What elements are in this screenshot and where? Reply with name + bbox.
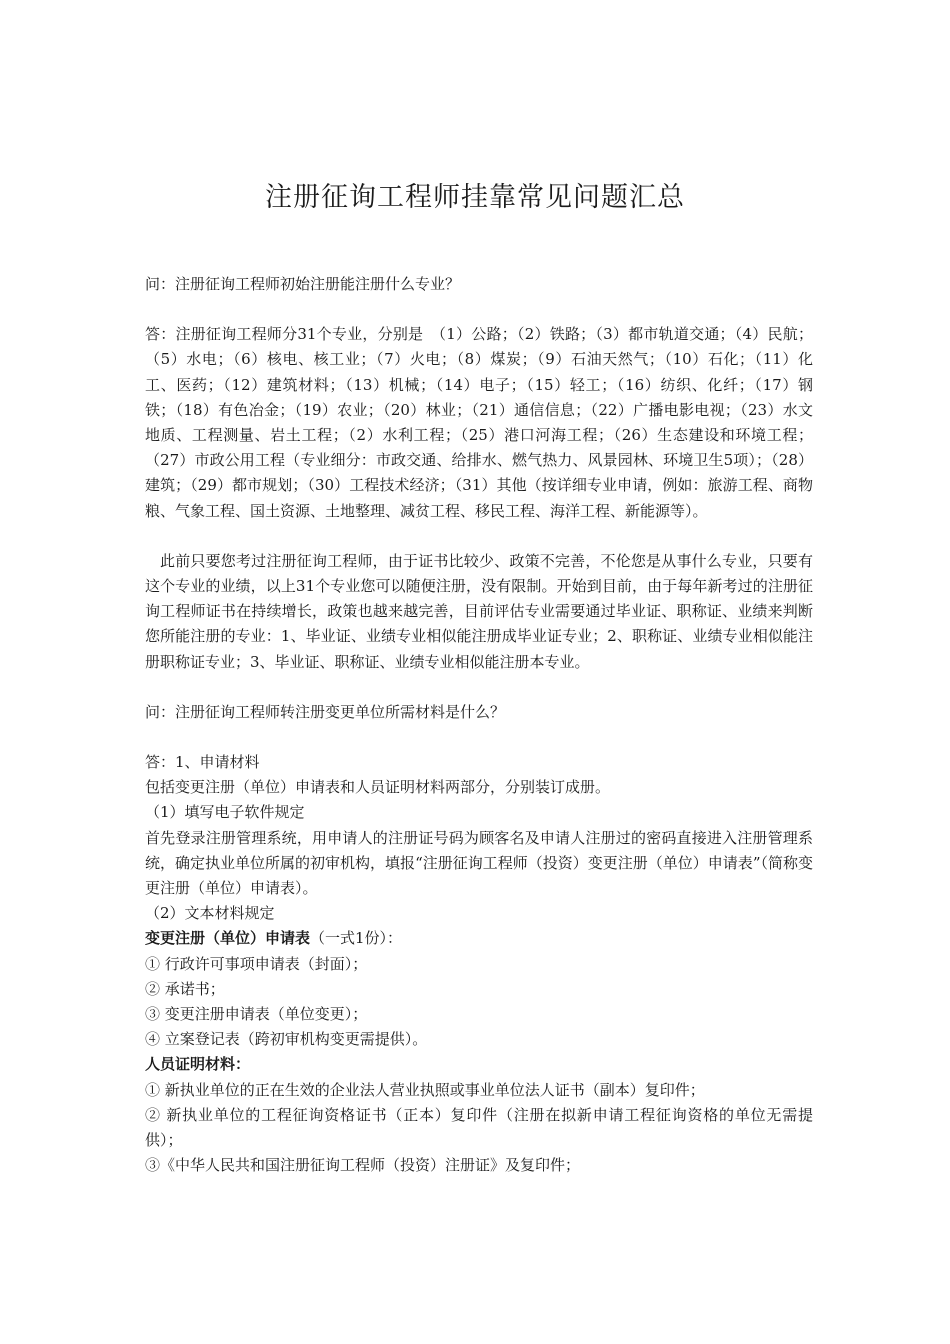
answer-2-line-2: （1）填写电子软件规定 — [145, 803, 305, 822]
answer-1: 答：注册征询工程师分31个专业，分别是 （1）公路；（2）铁路；（3）都市轨道交通；（4）民航；（5）水电；（6）核电、核工业；（7）火电；（8）煤炭；（9）石油天然气；（10）石化；（11）化工、医药；（12）建筑材料；（13）机械；（14）电子；（15）轻工；（16）纺织、化纤；（17）钢铁；（18）有色冶金；（19）农业；（20）林业；（21）通信信息；（22）广播电影电视；（23）水文地质、工程测量、岩土工程；（2）水利工程；（25）港口河海工程；（26）生态建设和环境工程；（27）市政公用工程（专业细分：市政交通、给排水、燃气热力、风景园林、环境卫生5项）；（28）建筑；（29）都市规划；（30）工程技术经济；（31）其他（按详细专业申请，例如：旅游工程、商物粮、气象工程、国土资源、土地整理、减贫工程、移民工程、海洋工程、新能源等）。 — [145, 325, 813, 520]
form-item-4: ④ 立案登记表（跨初审机构变更需提供）。 — [145, 1030, 428, 1049]
form-heading — [145, 926, 813, 951]
form-item-3: ③ 变更注册申请表（单位变更）； — [145, 1005, 368, 1024]
answer-2-line-3: 首先登录注册管理系统，用申请人的注册证号码为顾客名及申请人注册过的密码直接进入注册管理系统，确定执业单位所属的初审机构，填报“注册征询工程师（投资）变更注册（单位）申请表”（简称变更注册（单位）申请表）。 — [145, 828, 813, 898]
answer-2-line-1: 包括变更注册（单位）申请表和人员证明材料两部分，分别装订成册。 — [145, 778, 611, 797]
answer-1-note: 此前只要您考过注册征询工程师，由于证书比较少、政策不完善，不伦您是从事什么专业，只要有这个专业的业绩，以上31个专业您可以随便注册，没有限制。开始到目前，由于每年新考过的注册征询工程师证书在持续增长，政策也越来越完善，目前评估专业需要通过毕业证、职称证、业绩来判断您所能注册的专业：1、毕业证、业绩专业相似能注册成毕业证专业；2、职称证、业绩专业相似能注册职称证专业；3、毕业证、职称证、业绩专业相似能注册本专业。 — [145, 551, 813, 671]
page-title: 注册征询工程师挂靠常见问题汇总 — [265, 182, 685, 213]
form-item-2: ② 承诺书； — [145, 979, 225, 998]
question-1: 问：注册征询工程师初始注册能注册什么专业？ — [145, 275, 461, 293]
proof-item-2: ② 新执业单位的工程征询资格证书（正本）复印件（注册在拟新申请工程征询资格的单位无需提供）； — [145, 1105, 813, 1150]
form-heading-rest: （一式1份）： — [310, 929, 403, 948]
document-body — [145, 272, 813, 1179]
form-heading-bold: 变更注册（单位）申请表 — [145, 929, 311, 948]
question-2: 问：注册征询工程师转注册变更单位所需材料是什么？ — [145, 702, 506, 721]
proof-item-3: ③《中华人民共和国注册征询工程师（投资）注册证》及复印件； — [145, 1156, 581, 1175]
proof-heading: 人员证明材料： — [145, 1055, 251, 1074]
proof-item-1: ① 新执业单位的正在生效的企业法人营业执照或事业单位法人证书（副本）复印件； — [145, 1080, 705, 1099]
form-item-1: ① 行政许可事项申请表（封面）； — [145, 954, 368, 973]
answer-2-line-4: （2）文本材料规定 — [145, 904, 275, 923]
answer-2-heading: 答：1、申请材料 — [145, 753, 260, 772]
